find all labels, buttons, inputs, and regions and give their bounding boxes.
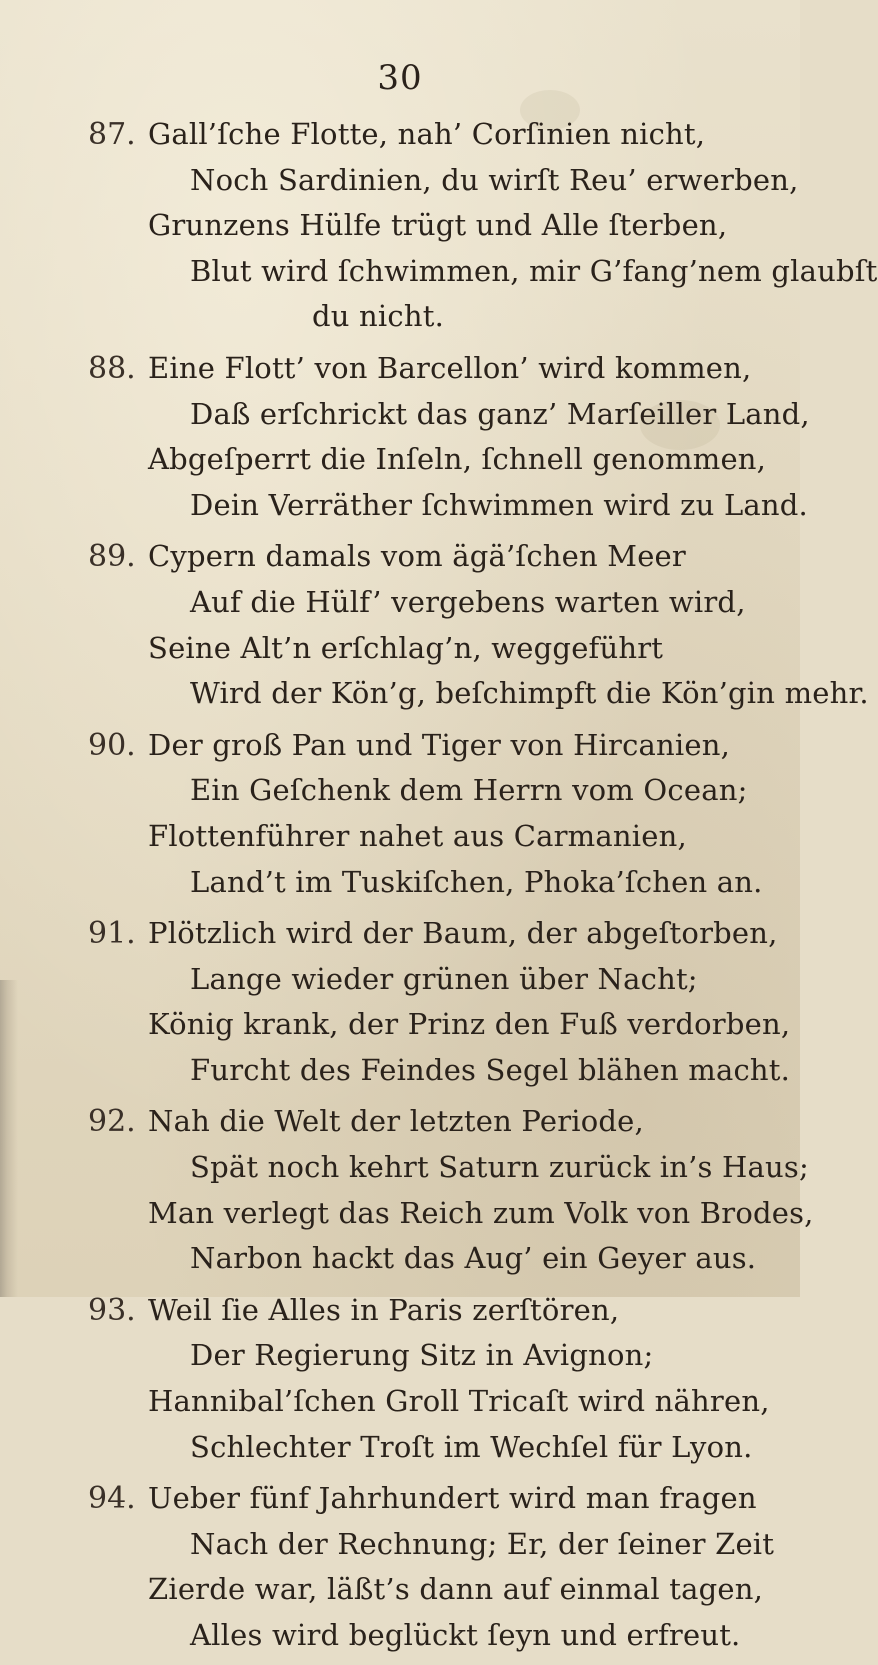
verse-line: Plötzlich wird der Baum, der abgeſtorben, (148, 916, 778, 951)
stanza (0, 723, 800, 905)
verse-line: Wird der Kön’g, beſchimpft die Kön’gin mehr. (190, 676, 869, 711)
stanza (0, 346, 810, 528)
stanza-number: 93. (88, 1292, 136, 1328)
verse-line: Der groß Pan und Tiger von Hircanien, (148, 727, 731, 762)
verse-line: Flottenführer nahet aus Carmanien, (148, 818, 687, 853)
verse-line: Schlechter Troſt im Wechſel für Lyon. (190, 1429, 753, 1464)
verse-line: Der Regierung Sitz in Avignon; (190, 1338, 654, 1373)
stanza-number: 89. (88, 539, 136, 575)
stanza (0, 1099, 814, 1281)
verse-line: Auf die Hülf’ vergebens warten wird, (190, 584, 746, 619)
verse-line: Eine Flott’ von Barcellon’ wird kommen, (148, 350, 752, 385)
stanza (0, 1476, 800, 1658)
verse-line: König krank, der Prinz den Fuß verdorben, (148, 1007, 791, 1042)
verse-line: Man verlegt das Reich zum Volk von Brodes, (148, 1195, 814, 1230)
stanza-number: 90. (88, 727, 136, 763)
verse-line: Ein Geſchenk dem Herrn vom Ocean; (190, 773, 748, 808)
verse-line: Abgeſperrt die Inſeln, ſchnell genommen, (148, 442, 767, 477)
stanza (0, 1288, 800, 1470)
verse-line: Narbon hackt das Aug’ ein Geyer aus. (190, 1241, 757, 1276)
verse-line: Lange wieder grünen über Nacht; (190, 961, 698, 996)
stanza-number: 94. (88, 1481, 136, 1517)
verse-line: Blut wird ſchwimmen, mir G’fang’nem glaubſt (190, 253, 878, 288)
stanza-number: 91. (88, 916, 136, 952)
verse-line: Spät noch kehrt Saturn zurück in’s Haus; (190, 1150, 809, 1185)
verse-line: Nach der Rechnung; Er, der ſeiner Zeit (190, 1526, 775, 1561)
verse-line: Nah die Welt der letzten Periode, (148, 1104, 644, 1139)
verse-line: Land’t im Tuskiſchen, Phoka’ſchen an. (190, 864, 763, 899)
verse-line: Furcht des Feindes Segel blähen macht. (190, 1052, 791, 1087)
verse-line: Ueber fünf Jahrhundert wird man fragen (148, 1481, 757, 1516)
verse-line: Weil ſie Alles in Paris zerſtören, (148, 1292, 620, 1327)
page-number: 30 (377, 58, 423, 98)
verse-line: Alles wird beglückt ſeyn und erfreut. (190, 1618, 741, 1652)
verse-line: Hannibal’ſchen Groll Tricaſt wird nähren, (148, 1384, 770, 1419)
verse-line: Noch Sardinien, du wirſt Reu’ erwerben, (190, 162, 799, 197)
stanza-number: 92. (88, 1104, 136, 1140)
verse-line: Seine Alt’n erſchlag’n, weggeführt (148, 630, 664, 665)
stanza (0, 534, 869, 716)
poem-body (0, 112, 878, 1665)
verse-line: Zierde war, läßt’s dann auf einmal tagen, (148, 1572, 764, 1607)
verse-line: Cypern damals vom ägä’ſchen Meer (148, 539, 686, 574)
verse-line: Daß erſchrickt das ganz’ Marſeiller Land, (190, 396, 810, 431)
verse-line: Dein Verräther ſchwimmen wird zu Land. (190, 487, 808, 522)
stanza-number: 88. (88, 350, 136, 386)
stanza (0, 911, 800, 1093)
stanza-number: 87. (88, 117, 136, 152)
verse-line: Grunzens Hülfe trügt und Alle ſterben, (148, 208, 728, 243)
verse-line: Gall’ſche Flotte, nah’ Corſinien nicht, (148, 117, 706, 151)
stanza (0, 112, 878, 340)
verse-line: du nicht. (312, 299, 445, 334)
